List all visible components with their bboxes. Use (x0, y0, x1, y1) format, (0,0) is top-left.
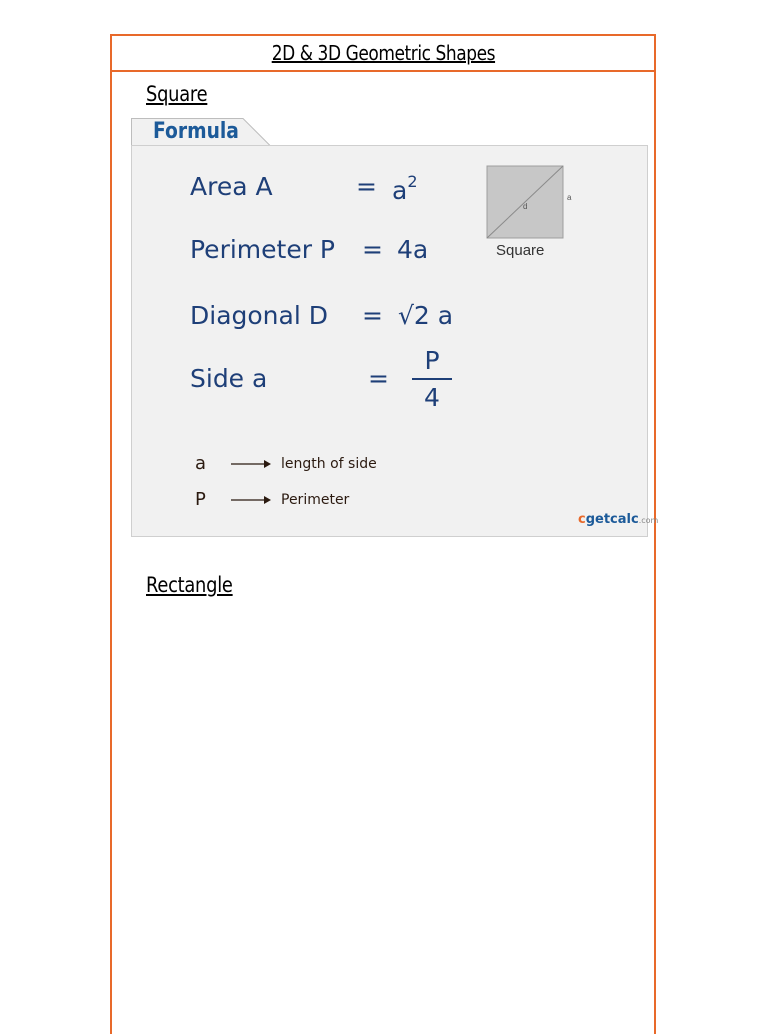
square-side-label: a (567, 193, 572, 202)
formula-area-rhs (392, 172, 418, 205)
title-bar (112, 36, 654, 72)
section-heading-rectangle: Rectangle (146, 573, 233, 597)
logo-mark: c (578, 512, 586, 527)
fraction-numerator: P (424, 346, 440, 375)
formula-area-eq: = (356, 172, 377, 201)
formula-diagonal-rhs: √2 a (398, 301, 454, 330)
formula-perimeter-eq: = (362, 235, 383, 264)
legend-row (195, 489, 349, 510)
formula-diagonal-lhs: Diagonal D (190, 301, 328, 330)
logo-name: getcalc (585, 512, 639, 527)
fraction-bar (412, 378, 452, 380)
formula-perimeter-lhs: Perimeter P (190, 235, 336, 264)
formula-side-eq: = (368, 364, 389, 393)
legend-description: Perimeter (281, 491, 350, 508)
arrow-right-icon (231, 458, 271, 470)
formula-area-rhs-base: a (392, 176, 408, 205)
logo-tld: .com (638, 516, 659, 525)
formula-perimeter-rhs: 4a (397, 235, 429, 264)
section-heading-square: Square (146, 82, 208, 106)
fraction-denominator: 4 (424, 383, 440, 412)
square-caption: Square (496, 242, 545, 259)
legend-symbol: P (195, 489, 206, 510)
square-diagonal-label: d (523, 202, 528, 211)
square-figure (486, 165, 576, 265)
getcalc-logo (578, 512, 658, 527)
legend-row (195, 453, 377, 474)
formula-tab-label: Formula (153, 119, 239, 144)
legend-symbol: a (195, 453, 207, 474)
formula-diagonal-eq: = (362, 301, 383, 330)
formula-side-lhs: Side a (190, 364, 268, 393)
legend-description: length of side (281, 455, 377, 472)
page-title: 2D & 3D Geometric Shapes (271, 41, 495, 65)
arrow-right-icon (231, 494, 271, 506)
formula-area-rhs-sup: 2 (407, 172, 418, 191)
formula-side-fraction (412, 346, 452, 412)
formula-area-lhs: Area A (190, 172, 273, 201)
